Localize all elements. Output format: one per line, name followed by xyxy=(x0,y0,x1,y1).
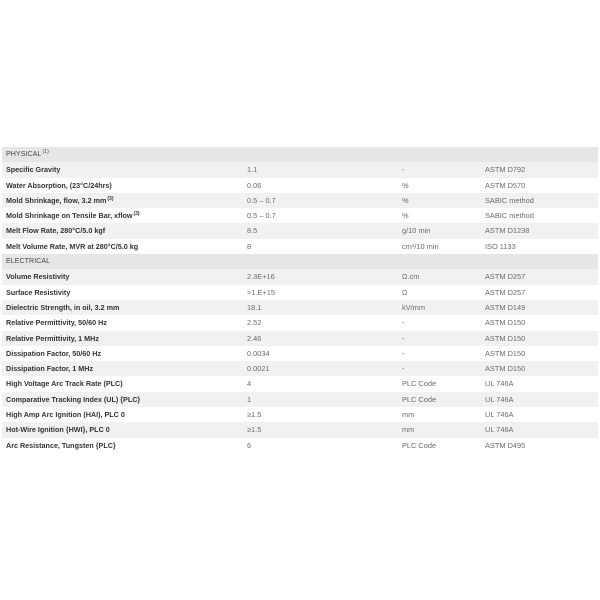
properties-sheet xyxy=(2,147,598,453)
section-header-physical xyxy=(2,147,598,162)
value-cell: 2.46 xyxy=(243,331,398,346)
property-name: Relative Permittivity, 1 MHz xyxy=(6,333,99,343)
unit-cell: Ω.cm xyxy=(398,269,481,284)
unit-cell: g/10 min xyxy=(398,223,481,238)
value-cell: 1.1 xyxy=(243,162,398,177)
unit-cell: mm xyxy=(398,422,481,437)
property-cell xyxy=(2,376,243,391)
table-row xyxy=(2,269,598,284)
method-cell: ASTM D495 xyxy=(481,438,598,453)
value-cell: 2.52 xyxy=(243,315,398,330)
method-cell: UL 746A xyxy=(481,392,598,407)
table-row xyxy=(2,300,598,315)
property-name: Dissipation Factor, 1 MHz xyxy=(6,364,94,374)
property-name: Comparative Tracking Index (UL) {PLC} xyxy=(6,394,141,404)
property-name: High Voltage Arc Track Rate (PLC) xyxy=(6,379,123,389)
property-cell xyxy=(2,315,243,330)
property-cell xyxy=(2,422,243,437)
method-cell: ASTM D257 xyxy=(481,269,598,284)
method-cell: ASTM D1238 xyxy=(481,223,598,238)
unit-cell: PLC Code xyxy=(398,376,481,391)
value-cell: 0.0021 xyxy=(243,361,398,376)
property-cell xyxy=(2,269,243,284)
table-row xyxy=(2,285,598,300)
value-cell: 0.06 xyxy=(243,178,398,193)
table-row xyxy=(2,376,598,391)
section-header-electrical xyxy=(2,254,598,269)
property-cell xyxy=(2,162,243,177)
property-name: Water Absorption, (23°C/24hrs) xyxy=(6,180,112,190)
value-cell: ≥1.5 xyxy=(243,407,398,422)
property-name: Volume Resistivity xyxy=(6,272,70,282)
table-row xyxy=(2,361,598,376)
property-cell xyxy=(2,438,243,453)
value-cell: 0.5 – 0.7 xyxy=(243,208,398,223)
unit-cell: % xyxy=(398,208,481,223)
table-row xyxy=(2,223,598,238)
value-cell: >1.E+15 xyxy=(243,285,398,300)
unit-cell: Ω xyxy=(398,285,481,300)
table-row xyxy=(2,162,598,177)
value-cell: 6 xyxy=(243,438,398,453)
property-cell xyxy=(2,193,243,208)
property-cell xyxy=(2,392,243,407)
property-name: Melt Flow Rate, 280°C/5.0 kgf xyxy=(6,226,106,236)
properties-table xyxy=(2,147,598,453)
property-name: High Amp Arc Ignition (HAI), PLC 0 xyxy=(6,410,125,420)
property-cell xyxy=(2,346,243,361)
table-row xyxy=(2,422,598,437)
method-cell: UL 746A xyxy=(481,376,598,391)
property-cell xyxy=(2,407,243,422)
unit-cell: - xyxy=(398,361,481,376)
section-title-cell xyxy=(2,254,598,269)
value-cell: 0.5 – 0.7 xyxy=(243,193,398,208)
table-row xyxy=(2,331,598,346)
unit-cell: PLC Code xyxy=(398,438,481,453)
section-footnote-marker: (1) xyxy=(42,149,49,155)
table-row xyxy=(2,315,598,330)
unit-cell: - xyxy=(398,315,481,330)
value-cell: 1 xyxy=(243,392,398,407)
method-cell: ASTM D150 xyxy=(481,361,598,376)
unit-cell: - xyxy=(398,346,481,361)
value-cell: 8.5 xyxy=(243,223,398,238)
property-name: Surface Resistivity xyxy=(6,287,71,297)
value-cell: 8 xyxy=(243,239,398,254)
property-cell xyxy=(2,300,243,315)
method-cell: ASTM D150 xyxy=(481,331,598,346)
section-title: PHYSICAL xyxy=(6,151,42,158)
table-row xyxy=(2,438,598,453)
unit-cell: cm³/10 min xyxy=(398,239,481,254)
section-title: ELECTRICAL xyxy=(6,258,51,266)
method-cell: UL 746A xyxy=(481,422,598,437)
property-name: Specific Gravity xyxy=(6,165,61,175)
unit-cell: mm xyxy=(398,407,481,422)
value-cell: 0.0034 xyxy=(243,346,398,361)
property-footnote-marker: (3) xyxy=(133,211,140,218)
property-name: Arc Resistance, Tungsten {PLC} xyxy=(6,440,116,450)
property-cell xyxy=(2,361,243,376)
table-row xyxy=(2,392,598,407)
method-cell: ASTM D792 xyxy=(481,162,598,177)
property-cell xyxy=(2,178,243,193)
property-name: Mold Shrinkage on Tensile Bar, xflow xyxy=(6,211,133,221)
unit-cell: % xyxy=(398,178,481,193)
unit-cell: - xyxy=(398,162,481,177)
section-title-cell xyxy=(2,147,598,162)
property-cell xyxy=(2,208,243,223)
unit-cell: PLC Code xyxy=(398,392,481,407)
property-name: Mold Shrinkage, flow, 3.2 mm xyxy=(6,195,107,205)
method-cell: ASTM D570 xyxy=(481,178,598,193)
method-cell: SABIC method xyxy=(481,208,598,223)
property-name: Hot-Wire Ignition {HWI}, PLC 0 xyxy=(6,425,110,435)
property-name: Relative Permittivity, 50/60 Hz xyxy=(6,318,107,328)
table-row xyxy=(2,193,598,208)
value-cell: 2.3E+16 xyxy=(243,269,398,284)
property-footnote-marker: (3) xyxy=(107,195,114,202)
properties-table-body xyxy=(2,147,598,453)
method-cell: SABIC method xyxy=(481,193,598,208)
unit-cell: kV/mm xyxy=(398,300,481,315)
property-name: Melt Volume Rate, MVR at 280°C/5.0 kg xyxy=(6,241,139,251)
property-name: Dissipation Factor, 50/60 Hz xyxy=(6,348,102,358)
method-cell: UL 746A xyxy=(481,407,598,422)
value-cell: ≥1.5 xyxy=(243,422,398,437)
property-cell xyxy=(2,285,243,300)
table-row xyxy=(2,346,598,361)
property-cell xyxy=(2,239,243,254)
property-name: Dielectric Strength, in oil, 3.2 mm xyxy=(6,302,120,312)
unit-cell: - xyxy=(398,331,481,346)
table-row xyxy=(2,178,598,193)
method-cell: ISO 1133 xyxy=(481,239,598,254)
value-cell: 4 xyxy=(243,376,398,391)
method-cell: ASTM D150 xyxy=(481,315,598,330)
method-cell: ASTM D149 xyxy=(481,300,598,315)
property-cell xyxy=(2,223,243,238)
unit-cell: % xyxy=(398,193,481,208)
method-cell: ASTM D150 xyxy=(481,346,598,361)
table-row xyxy=(2,407,598,422)
method-cell: ASTM D257 xyxy=(481,285,598,300)
table-row xyxy=(2,208,598,223)
value-cell: 18.1 xyxy=(243,300,398,315)
property-cell xyxy=(2,331,243,346)
table-row xyxy=(2,239,598,254)
